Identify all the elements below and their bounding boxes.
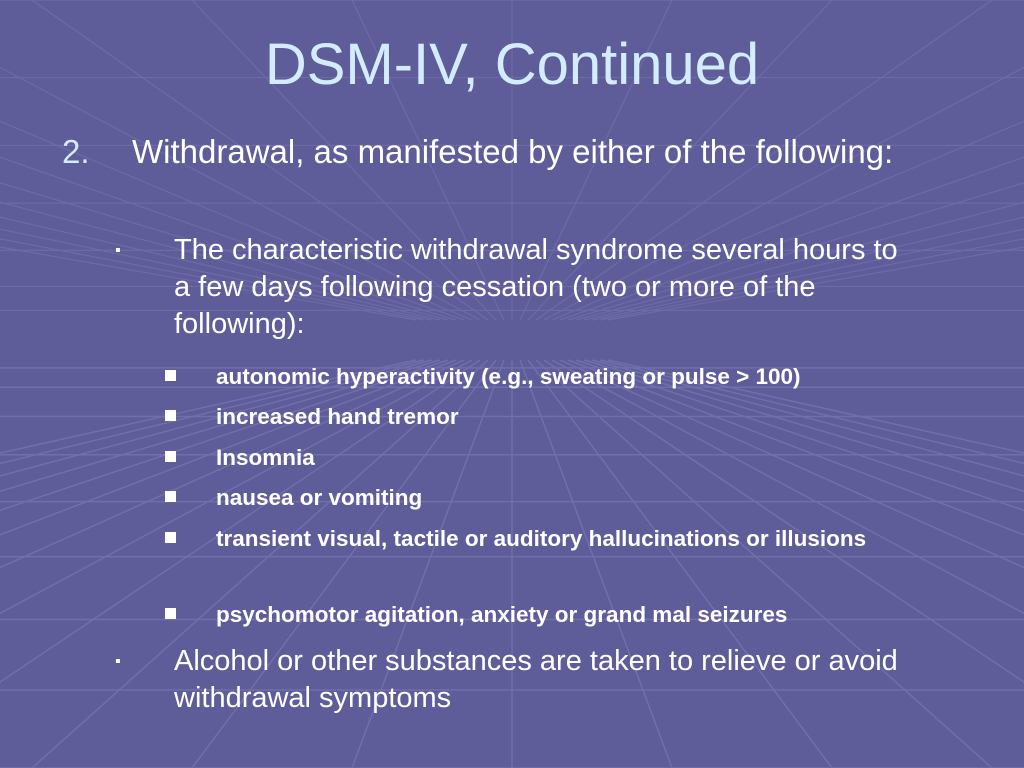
square-bullet-icon <box>165 410 176 421</box>
square-bullet-icon: ▪ <box>115 653 121 670</box>
square-bullet-icon <box>165 532 176 543</box>
square-bullet-icon <box>165 451 176 462</box>
symptom-text: nausea or vomiting <box>216 485 423 510</box>
square-bullet-icon <box>165 491 176 502</box>
criterion-text: Withdrawal, as manifested by either of the following: <box>132 133 894 170</box>
criterion-number: 2. <box>62 133 90 170</box>
slide-title: DSM-IV, Continued <box>264 32 760 97</box>
symptom-text: autonomic hyperactivity (e.g., sweating or pulse > 100) <box>216 364 801 389</box>
sub-item-text: Alcohol or other substances are taken to relieve or avoid withdrawal symptoms <box>174 645 898 714</box>
symptom-text: transient visual, tactile or auditory hallucinations or illusions <box>216 526 867 551</box>
square-bullet-icon <box>165 370 176 381</box>
symptom-text: increased hand tremor <box>216 404 459 429</box>
symptom-text: Insomnia <box>216 445 315 470</box>
square-bullet-icon <box>165 608 176 619</box>
square-bullet-icon: ▪ <box>115 242 121 259</box>
symptom-text: psychomotor agitation, anxiety or grand mal seizures <box>216 602 788 627</box>
sub-item-text: The characteristic withdrawal syndrome several hours to a few days following cessation (two or more of the following): <box>174 234 898 340</box>
